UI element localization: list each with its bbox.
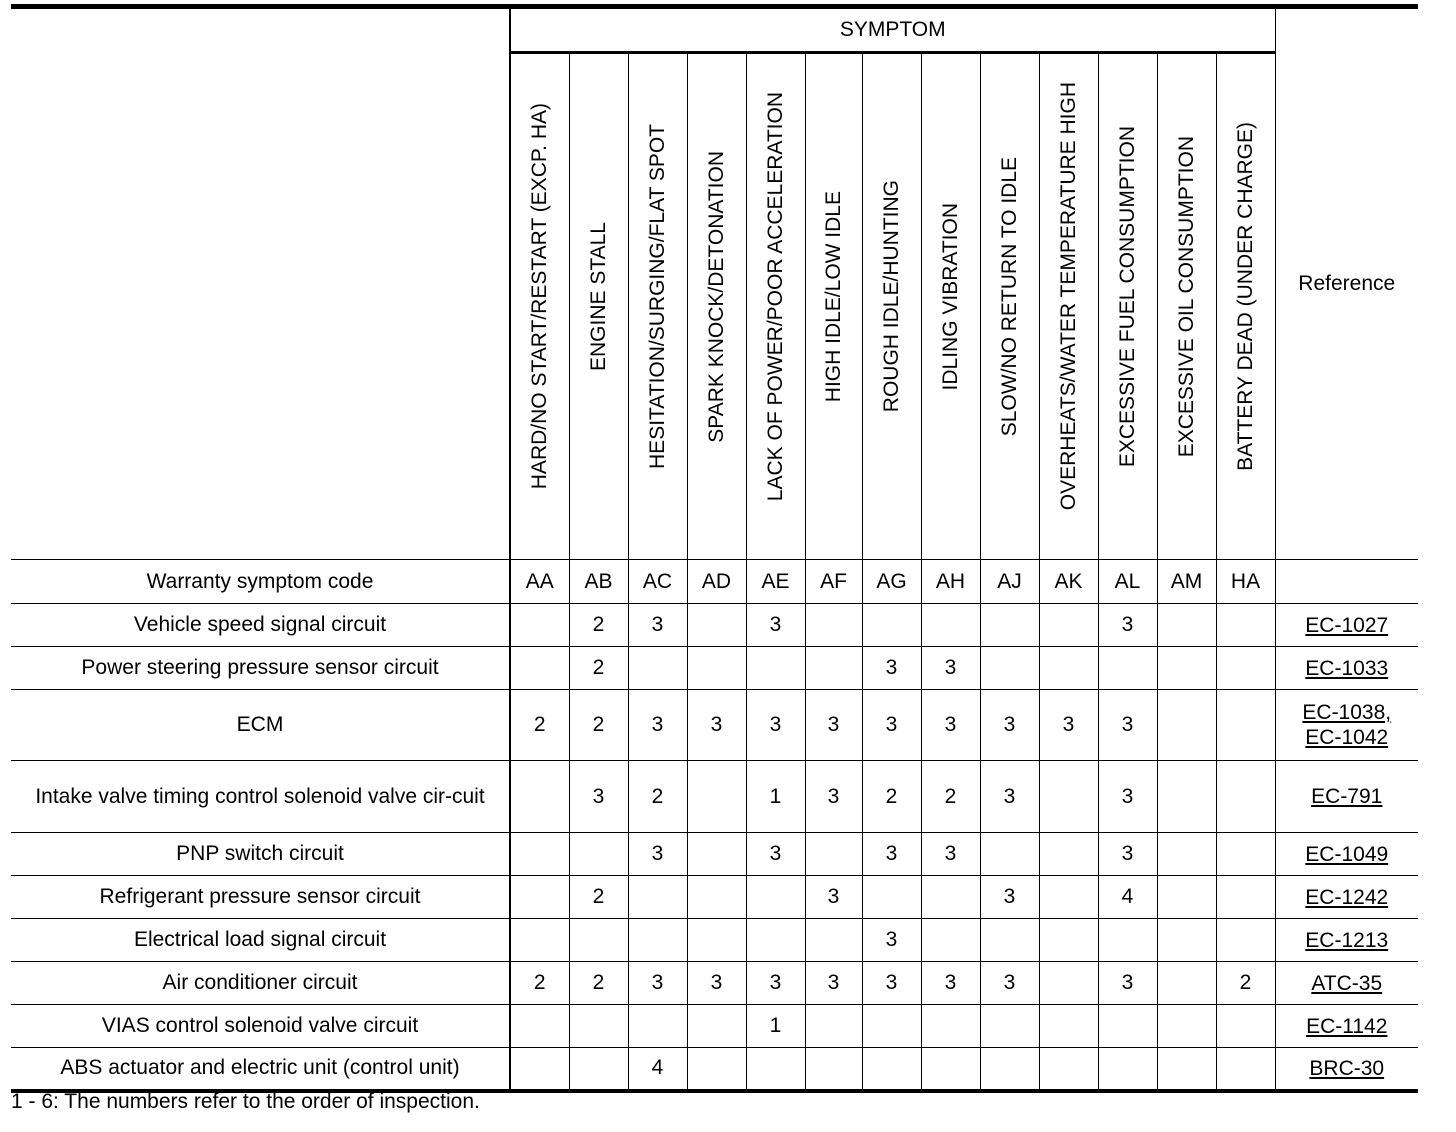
priority-cell bbox=[1039, 761, 1098, 833]
priority-cell bbox=[921, 1005, 980, 1048]
table-row bbox=[11, 876, 1418, 919]
priority-cell bbox=[1216, 876, 1275, 919]
priority-cell: 2 bbox=[569, 962, 628, 1005]
priority-cell bbox=[1039, 962, 1098, 1005]
symptom-header bbox=[628, 53, 687, 560]
priority-cell bbox=[980, 604, 1039, 647]
priority-cell bbox=[1216, 919, 1275, 962]
warranty-code-cell: HA bbox=[1216, 560, 1275, 604]
priority-cell: 3 bbox=[862, 833, 921, 876]
priority-cell: 3 bbox=[746, 604, 805, 647]
priority-cell bbox=[510, 1048, 569, 1091]
priority-cell: 2 bbox=[569, 604, 628, 647]
reference-link[interactable]: EC-1038, bbox=[1302, 701, 1392, 724]
symptom-header-label: OVERHEATS/WATER TEMPERATURE HIGH bbox=[1056, 82, 1080, 511]
symptom-header bbox=[1039, 53, 1098, 560]
table-row bbox=[11, 1005, 1418, 1048]
priority-cell bbox=[862, 604, 921, 647]
row-label: Power steering pressure sensor circuit bbox=[11, 647, 510, 690]
reference-cell bbox=[1275, 690, 1418, 761]
priority-cell bbox=[1216, 604, 1275, 647]
symptom-header bbox=[805, 53, 862, 560]
priority-cell bbox=[862, 876, 921, 919]
table-row bbox=[11, 690, 1418, 761]
warranty-code-cell: AC bbox=[628, 560, 687, 604]
reference-cell bbox=[1275, 647, 1418, 690]
symptom-header bbox=[1098, 53, 1157, 560]
warranty-code-row bbox=[11, 560, 1418, 604]
symptom-header bbox=[921, 53, 980, 560]
symptom-header-label: IDLING VIBRATION bbox=[938, 202, 962, 391]
priority-cell: 3 bbox=[687, 962, 746, 1005]
priority-cell: 1 bbox=[746, 761, 805, 833]
symptom-header-label: HARD/NO START/RESTART (EXCP. HA) bbox=[527, 103, 551, 490]
warranty-code-cell: AM bbox=[1157, 560, 1216, 604]
priority-cell: 3 bbox=[628, 690, 687, 761]
symptom-header bbox=[687, 53, 746, 560]
priority-cell bbox=[921, 1048, 980, 1091]
reference-link[interactable]: ATC-35 bbox=[1311, 971, 1383, 995]
symptom-header bbox=[1157, 53, 1216, 560]
priority-cell bbox=[1216, 1048, 1275, 1091]
reference-link[interactable]: EC-1213 bbox=[1305, 928, 1389, 952]
table-row bbox=[11, 761, 1418, 833]
priority-cell: 3 bbox=[805, 962, 862, 1005]
priority-cell bbox=[746, 1048, 805, 1091]
priority-cell bbox=[862, 1048, 921, 1091]
symptom-header bbox=[510, 53, 569, 560]
priority-cell bbox=[569, 833, 628, 876]
reference-link[interactable]: EC-1033 bbox=[1305, 656, 1389, 680]
priority-cell: 2 bbox=[921, 761, 980, 833]
symptom-header-label: EXCESSIVE OIL CONSUMPTION bbox=[1174, 135, 1198, 458]
priority-cell bbox=[510, 1005, 569, 1048]
priority-cell bbox=[1039, 647, 1098, 690]
priority-cell: 3 bbox=[862, 962, 921, 1005]
warranty-code-cell: AJ bbox=[980, 560, 1039, 604]
priority-cell bbox=[687, 647, 746, 690]
priority-cell bbox=[805, 604, 862, 647]
priority-cell: 2 bbox=[862, 761, 921, 833]
priority-cell bbox=[1157, 876, 1216, 919]
symptom-header-label: LACK OF POWER/POOR ACCELERATION bbox=[763, 91, 787, 502]
table-row bbox=[11, 647, 1418, 690]
priority-cell: 3 bbox=[746, 962, 805, 1005]
row-label: ABS actuator and electric unit (control unit) bbox=[11, 1048, 510, 1091]
priority-cell bbox=[1098, 1005, 1157, 1048]
symptom-matrix-table bbox=[11, 4, 1418, 1093]
priority-cell bbox=[980, 647, 1039, 690]
priority-cell bbox=[862, 1005, 921, 1048]
priority-cell bbox=[1039, 1048, 1098, 1091]
priority-cell bbox=[628, 1005, 687, 1048]
priority-cell bbox=[510, 919, 569, 962]
priority-cell: 2 bbox=[569, 876, 628, 919]
symptom-header-label: HESITATION/SURGING/FLAT SPOT bbox=[645, 124, 669, 469]
priority-cell bbox=[1098, 1048, 1157, 1091]
priority-cell bbox=[1039, 876, 1098, 919]
symptom-header-label: HIGH IDLE/LOW IDLE bbox=[821, 190, 845, 403]
priority-cell bbox=[1216, 761, 1275, 833]
warranty-code-cell: AD bbox=[687, 560, 746, 604]
priority-cell: 3 bbox=[1098, 962, 1157, 1005]
priority-cell bbox=[569, 1048, 628, 1091]
priority-cell: 3 bbox=[862, 647, 921, 690]
priority-cell: 3 bbox=[687, 690, 746, 761]
warranty-code-cell: AF bbox=[805, 560, 862, 604]
priority-cell: 3 bbox=[805, 690, 862, 761]
priority-cell: 2 bbox=[569, 690, 628, 761]
symptom-header-label: EXCESSIVE FUEL CONSUMPTION bbox=[1115, 125, 1139, 468]
priority-cell bbox=[510, 647, 569, 690]
priority-cell bbox=[687, 761, 746, 833]
priority-cell bbox=[510, 604, 569, 647]
symptom-header-label: ROUGH IDLE/HUNTING bbox=[879, 180, 903, 413]
priority-cell: 3 bbox=[862, 690, 921, 761]
priority-cell bbox=[1157, 1048, 1216, 1091]
priority-cell bbox=[921, 919, 980, 962]
symptom-header bbox=[980, 53, 1039, 560]
priority-cell bbox=[805, 647, 862, 690]
priority-cell bbox=[510, 761, 569, 833]
priority-cell bbox=[921, 604, 980, 647]
row-label: Vehicle speed signal circuit bbox=[11, 604, 510, 647]
priority-cell bbox=[805, 1005, 862, 1048]
priority-cell bbox=[687, 876, 746, 919]
priority-cell bbox=[1216, 647, 1275, 690]
warranty-code-cell: AL bbox=[1098, 560, 1157, 604]
priority-cell: 3 bbox=[980, 690, 1039, 761]
priority-cell bbox=[569, 1005, 628, 1048]
priority-cell bbox=[687, 604, 746, 647]
warranty-code-cell: AB bbox=[569, 560, 628, 604]
priority-cell bbox=[687, 833, 746, 876]
priority-cell bbox=[1157, 833, 1216, 876]
priority-cell bbox=[1157, 604, 1216, 647]
priority-cell bbox=[805, 919, 862, 962]
priority-cell bbox=[746, 876, 805, 919]
priority-cell bbox=[746, 919, 805, 962]
priority-cell bbox=[687, 1048, 746, 1091]
priority-cell bbox=[1157, 690, 1216, 761]
priority-cell: 3 bbox=[805, 876, 862, 919]
priority-cell bbox=[805, 833, 862, 876]
priority-cell bbox=[1098, 919, 1157, 962]
priority-cell bbox=[510, 833, 569, 876]
reference-link[interactable]: EC-1049 bbox=[1305, 842, 1389, 866]
priority-cell: 3 bbox=[980, 962, 1039, 1005]
priority-cell bbox=[1157, 962, 1216, 1005]
priority-cell: 3 bbox=[980, 761, 1039, 833]
priority-cell bbox=[1216, 690, 1275, 761]
symptom-header-label: SLOW/NO RETURN TO IDLE bbox=[997, 156, 1021, 437]
priority-cell bbox=[1157, 1005, 1216, 1048]
priority-cell: 3 bbox=[805, 761, 862, 833]
priority-cell: 2 bbox=[510, 690, 569, 761]
reference-link[interactable]: BRC-30 bbox=[1309, 1056, 1385, 1080]
table-row bbox=[11, 1048, 1418, 1091]
priority-cell bbox=[1039, 1005, 1098, 1048]
priority-cell: 3 bbox=[628, 604, 687, 647]
priority-cell: 2 bbox=[569, 647, 628, 690]
warranty-code-cell: AG bbox=[862, 560, 921, 604]
priority-cell bbox=[1157, 919, 1216, 962]
priority-cell bbox=[510, 876, 569, 919]
priority-cell: 3 bbox=[628, 962, 687, 1005]
table-row bbox=[11, 919, 1418, 962]
priority-cell bbox=[980, 1005, 1039, 1048]
symptom-header-label: SPARK KNOCK/DETONATION bbox=[704, 150, 728, 443]
row-label: PNP switch circuit bbox=[11, 833, 510, 876]
reference-cell bbox=[1275, 919, 1418, 962]
priority-cell bbox=[1216, 833, 1275, 876]
header-blank-cell bbox=[11, 7, 510, 560]
warranty-code-cell: AK bbox=[1039, 560, 1098, 604]
priority-cell: 4 bbox=[1098, 876, 1157, 919]
priority-cell: 3 bbox=[921, 962, 980, 1005]
row-label: Electrical load signal circuit bbox=[11, 919, 510, 962]
reference-cell bbox=[1275, 761, 1418, 833]
priority-cell bbox=[687, 1005, 746, 1048]
priority-cell: 3 bbox=[746, 690, 805, 761]
priority-cell bbox=[687, 919, 746, 962]
reference-header: Reference bbox=[1275, 7, 1418, 560]
priority-cell bbox=[628, 876, 687, 919]
priority-cell bbox=[1157, 761, 1216, 833]
priority-cell bbox=[1039, 604, 1098, 647]
symptom-header bbox=[746, 53, 805, 560]
priority-cell bbox=[980, 919, 1039, 962]
reference-link[interactable]: EC-1142 bbox=[1306, 1014, 1388, 1038]
reference-empty-cell bbox=[1275, 560, 1418, 604]
row-label: VIAS control solenoid valve circuit bbox=[11, 1005, 510, 1048]
symptom-header bbox=[862, 53, 921, 560]
priority-cell bbox=[1039, 919, 1098, 962]
priority-cell: 3 bbox=[1098, 604, 1157, 647]
reference-link[interactable]: EC-1027 bbox=[1305, 613, 1389, 637]
reference-cell bbox=[1275, 876, 1418, 919]
priority-cell bbox=[805, 1048, 862, 1091]
warranty-code-cell: AH bbox=[921, 560, 980, 604]
symptom-header-label: ENGINE STALL bbox=[586, 222, 610, 371]
priority-cell: 3 bbox=[862, 919, 921, 962]
priority-cell bbox=[569, 919, 628, 962]
footnote: 1 - 6: The numbers refer to the order of inspection. bbox=[11, 1090, 480, 1113]
priority-cell: 1 bbox=[746, 1005, 805, 1048]
row-label: Intake valve timing control solenoid valve cir-cuit bbox=[11, 761, 510, 833]
table-row bbox=[11, 962, 1418, 1005]
header-row-symptom bbox=[11, 7, 1418, 53]
priority-cell: 3 bbox=[1098, 690, 1157, 761]
priority-cell bbox=[980, 833, 1039, 876]
priority-cell: 3 bbox=[746, 833, 805, 876]
priority-cell bbox=[746, 647, 805, 690]
reference-cell bbox=[1275, 1048, 1418, 1091]
priority-cell: 2 bbox=[510, 962, 569, 1005]
priority-cell bbox=[628, 919, 687, 962]
warranty-code-cell: AA bbox=[510, 560, 569, 604]
priority-cell: 3 bbox=[1039, 690, 1098, 761]
reference-link[interactable]: EC-791 bbox=[1311, 785, 1383, 808]
priority-cell bbox=[980, 1048, 1039, 1091]
priority-cell bbox=[921, 876, 980, 919]
warranty-code-cell: AE bbox=[746, 560, 805, 604]
reference-link[interactable]: EC-1242 bbox=[1305, 885, 1389, 909]
priority-cell: 3 bbox=[921, 647, 980, 690]
reference-cell bbox=[1275, 1005, 1418, 1048]
row-label: Refrigerant pressure sensor circuit bbox=[11, 876, 510, 919]
reference-cell bbox=[1275, 962, 1418, 1005]
priority-cell: 3 bbox=[921, 833, 980, 876]
symptom-header bbox=[569, 53, 628, 560]
reference-cell bbox=[1275, 833, 1418, 876]
priority-cell bbox=[1039, 833, 1098, 876]
priority-cell: 3 bbox=[1098, 833, 1157, 876]
priority-cell bbox=[628, 647, 687, 690]
table-row bbox=[11, 604, 1418, 647]
priority-cell bbox=[1157, 647, 1216, 690]
priority-cell: 3 bbox=[569, 761, 628, 833]
priority-cell: 3 bbox=[980, 876, 1039, 919]
symptom-header-label: BATTERY DEAD (UNDER CHARGE) bbox=[1233, 122, 1257, 471]
priority-cell: 3 bbox=[1098, 761, 1157, 833]
warranty-label: Warranty symptom code bbox=[11, 560, 510, 604]
row-label: Air conditioner circuit bbox=[11, 962, 510, 1005]
priority-cell: 2 bbox=[628, 761, 687, 833]
reference-link[interactable]: EC-1042 bbox=[1305, 726, 1389, 749]
priority-cell: 2 bbox=[1216, 962, 1275, 1005]
row-label: ECM bbox=[11, 690, 510, 761]
symptom-header bbox=[1216, 53, 1275, 560]
symptom-title: SYMPTOM bbox=[510, 7, 1275, 53]
priority-cell: 4 bbox=[628, 1048, 687, 1091]
table-row bbox=[11, 833, 1418, 876]
reference-cell bbox=[1275, 604, 1418, 647]
priority-cell bbox=[1098, 647, 1157, 690]
priority-cell: 3 bbox=[628, 833, 687, 876]
priority-cell bbox=[1216, 1005, 1275, 1048]
priority-cell: 3 bbox=[921, 690, 980, 761]
